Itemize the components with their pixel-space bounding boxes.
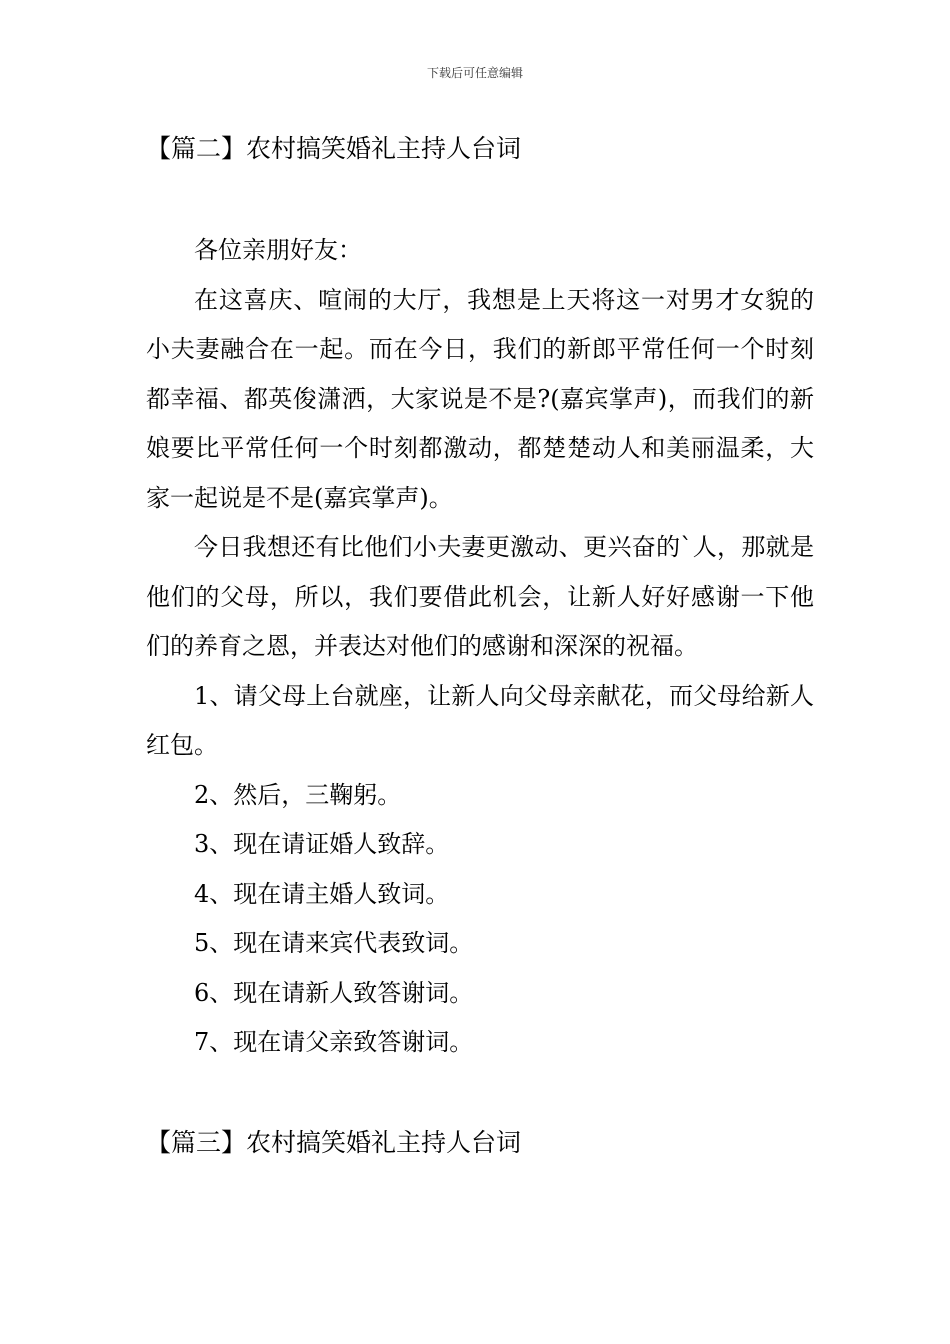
paragraph-1: 在这喜庆、喧闹的大厅，我想是上天将这一对男才女貌的小夫妻融合在一起。而在今日，我们的新郎平常任何一个时刻都幸福、都英俊潇洒，大家说是不是?(嘉宾掌声)，而我们的新娘要比平常任何一个时刻都激动，都楚楚动人和美丽温柔，大家一起说是不是(嘉宾掌声)。 (146, 285, 814, 512)
list-item: 2、然后，三鞠躬。 (194, 780, 402, 809)
list-item: 6、现在请新人致答谢词。 (194, 978, 474, 1007)
list-item: 7、现在请父亲致答谢词。 (194, 1028, 474, 1056)
list-item: 5、现在请来宾代表致词。 (194, 929, 474, 957)
list-item: 1、请父母上台就座，让新人向父母亲献花，而父母给新人红包。 (146, 681, 814, 759)
section-three-title: 【篇三】农村搞笑婚礼主持人台词 (146, 1128, 522, 1157)
list-item: 3、现在请证婚人致辞。 (194, 830, 450, 858)
greeting: 各位亲朋好友： (194, 236, 362, 264)
header-note: 下载后可任意编辑 (426, 66, 523, 80)
list-item: 4、现在请主婚人致词。 (194, 879, 450, 908)
section-two-body (146, 226, 814, 1068)
paragraph-2: 今日我想还有比他们小夫妻更激动、更兴奋的`人，那就是他们的父母，所以，我们要借此机会，让新人好好感谢一下他们的养育之恩，并表达对他们的感谢和深深的祝福。 (146, 533, 814, 660)
section-two-title: 【篇二】农村搞笑婚礼主持人台词 (146, 134, 522, 163)
